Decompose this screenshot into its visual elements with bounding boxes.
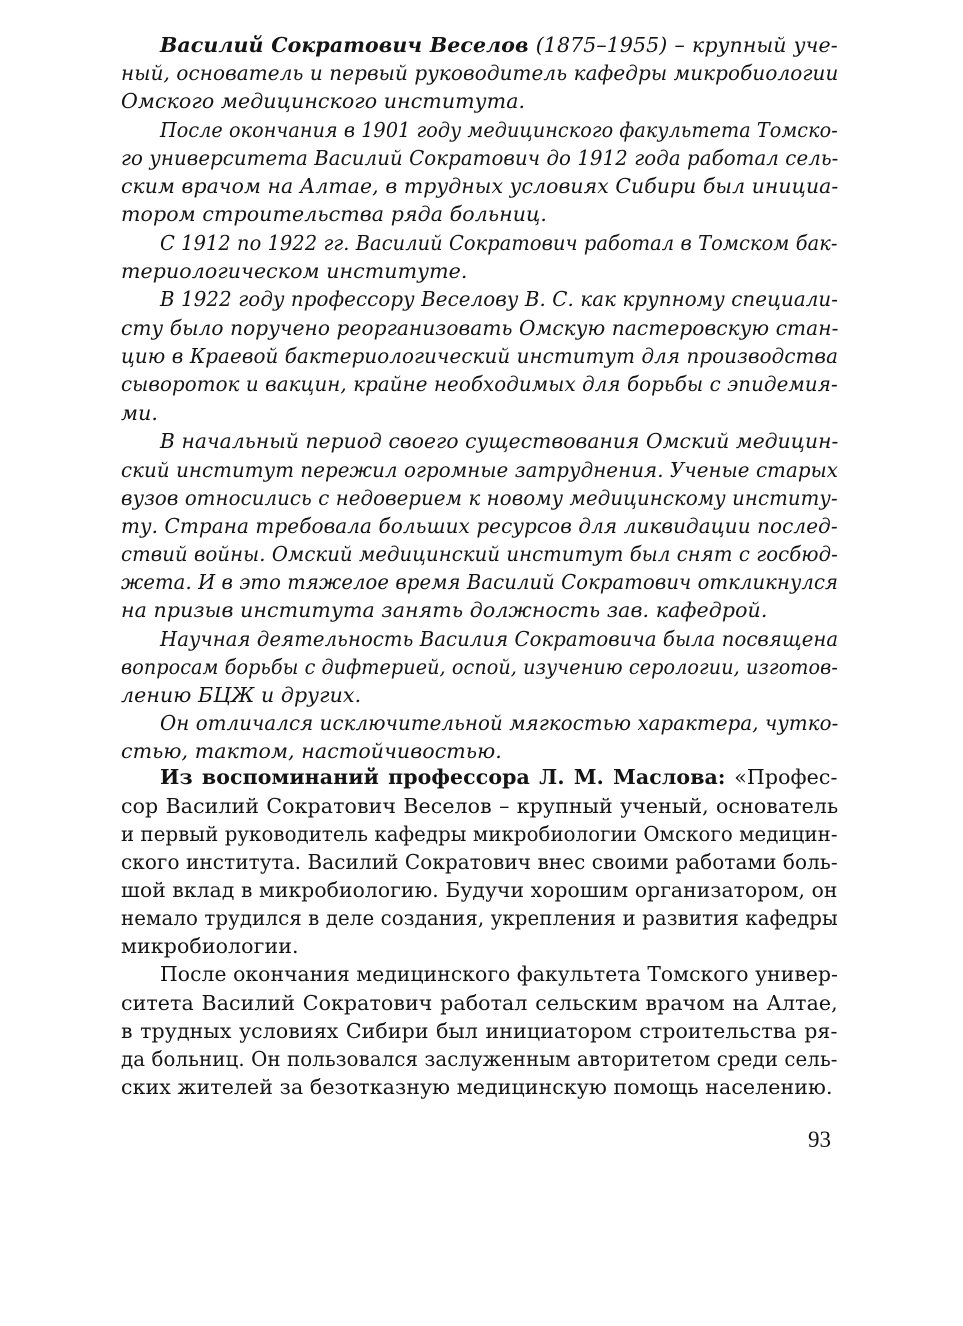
- text-line: [160, 426, 838, 456]
- text-line: [121, 86, 525, 116]
- text-line: [160, 762, 838, 792]
- text-segment: (1875–1955) – крупный уче-: [528, 33, 838, 57]
- text-segment: ских жителей за безотказную медицинскую помощь населению.: [121, 1075, 833, 1099]
- text-line: [160, 30, 838, 60]
- text-line: [121, 1016, 838, 1046]
- text-segment: ми.: [121, 401, 159, 425]
- text-segment: сор Василий Сократович Веселов – крупный ученый, основатель: [121, 794, 839, 818]
- text-segment: ту. Страна требовала больших ресурсов для ликвидации послед-: [121, 514, 838, 538]
- text-segment: сывороток и вакцин, крайне необходимых для борьбы с эпидемия-: [121, 372, 838, 396]
- text-segment: «Профес-: [725, 765, 838, 789]
- text-segment: После окончания в 1901 году медицинского факультета Томско-: [160, 118, 838, 142]
- text-segment: ского института. Василий Сократович внес своими работами боль-: [121, 850, 838, 874]
- text-line: [121, 511, 838, 541]
- text-segment: ским врачом на Алтае, в трудных условиях Сибири был инициа-: [121, 174, 839, 198]
- text-segment: жета. И в это тяжелое время Василий Сократович откликнулся: [121, 570, 839, 594]
- text-line: [121, 341, 838, 371]
- text-line: [121, 819, 838, 849]
- text-line: [121, 1072, 833, 1102]
- text-line: [121, 455, 838, 485]
- text-segment: ситета Василий Сократович работал сельским врачом на Алтае,: [121, 991, 838, 1015]
- text-line: [121, 875, 838, 905]
- text-segment: В начальный период своего существования Омский медицин-: [160, 429, 839, 453]
- text-line: [121, 256, 468, 286]
- text-segment: го университета Василий Сократович до 1912 года работал сель-: [121, 146, 839, 170]
- text-segment: Научная деятельность Василия Сократовича была посвящена: [160, 627, 839, 651]
- text-segment: немало трудился в деле создания, укрепления и развития кафедры: [121, 906, 838, 930]
- text-line: [121, 539, 838, 569]
- text-segment: После окончания медицинского факультета Томского универ-: [160, 962, 838, 986]
- text-segment: Омского медицинского института.: [121, 89, 526, 113]
- text-line: [121, 199, 547, 229]
- text-line: [121, 313, 838, 343]
- text-line: [160, 284, 838, 314]
- text-segment: да больниц. Он пользовался заслуженным авторитетом среди сель-: [121, 1047, 838, 1071]
- text-segment: тором строительства ряда больниц.: [121, 202, 548, 226]
- text-line: [121, 369, 838, 399]
- text-segment: ский институт пережил огромные затруднения. Ученые старых: [121, 458, 838, 482]
- text-line: [160, 708, 838, 738]
- text-line: [121, 680, 361, 710]
- text-line: [121, 483, 838, 513]
- text-line: [121, 988, 838, 1018]
- text-line: [160, 228, 838, 258]
- text-segment: В 1922 году профессору Веселову В. С. как крупному специали-: [160, 287, 839, 311]
- text-segment: Он отличался исключительной мягкостью характера, чутко-: [160, 711, 839, 735]
- text-line: [121, 567, 838, 597]
- text-line: [121, 903, 838, 933]
- text-segment: лению БЦЖ и других.: [121, 683, 362, 707]
- text-line: [160, 624, 838, 654]
- text-segment: С 1912 по 1922 гг. Василий Сократович работал в Томском бак-: [160, 231, 838, 255]
- text-segment: цию в Краевой бактериологический институт для производства: [121, 344, 838, 368]
- text-segment: вопросам борьбы с дифтерией, оспой, изучению серологии, изготов-: [121, 655, 838, 679]
- text-segment: ствий войны. Омский медицинский институт был снят с госбюд-: [121, 542, 838, 566]
- text-segment: стью, тактом, настойчивостью.: [121, 739, 502, 763]
- text-line: [121, 171, 838, 201]
- text-segment: териологическом институте.: [121, 259, 468, 283]
- text-line: [121, 652, 838, 682]
- text-line: [121, 143, 838, 173]
- text-segment: сту было поручено реорганизовать Омскую пастеровскую стан-: [121, 316, 839, 340]
- text-line: [121, 1044, 838, 1074]
- text-line: [160, 959, 838, 989]
- page-number: 93: [808, 1127, 831, 1152]
- text-line: [121, 791, 838, 821]
- text-line: [160, 115, 838, 145]
- text-segment: шой вклад в микробиологию. Будучи хорошим организатором, он: [121, 878, 838, 902]
- text-line: [121, 931, 299, 961]
- text-segment: вузов относились с недоверием к новому медицинскому институ-: [121, 486, 838, 510]
- text-segment: на призыв института занять должность зав. кафедрой.: [121, 598, 768, 622]
- text-line: [121, 58, 838, 88]
- text-segment: микробиологии.: [121, 934, 299, 958]
- text-segment: ный, основатель и первый руководитель кафедры микробиологии: [121, 61, 839, 85]
- text-segment: в трудных условиях Сибири был инициатором строительства ря-: [121, 1019, 838, 1043]
- text-segment: Василий Сократович Веселов: [160, 33, 529, 57]
- text-line: [121, 595, 767, 625]
- text-line: [121, 847, 838, 877]
- text-segment: и первый руководитель кафедры микробиологии Омского медицин-: [121, 822, 838, 846]
- text-segment: Из воспоминаний профессора Л. М. Маслова:: [160, 765, 726, 789]
- text-line: [121, 398, 158, 428]
